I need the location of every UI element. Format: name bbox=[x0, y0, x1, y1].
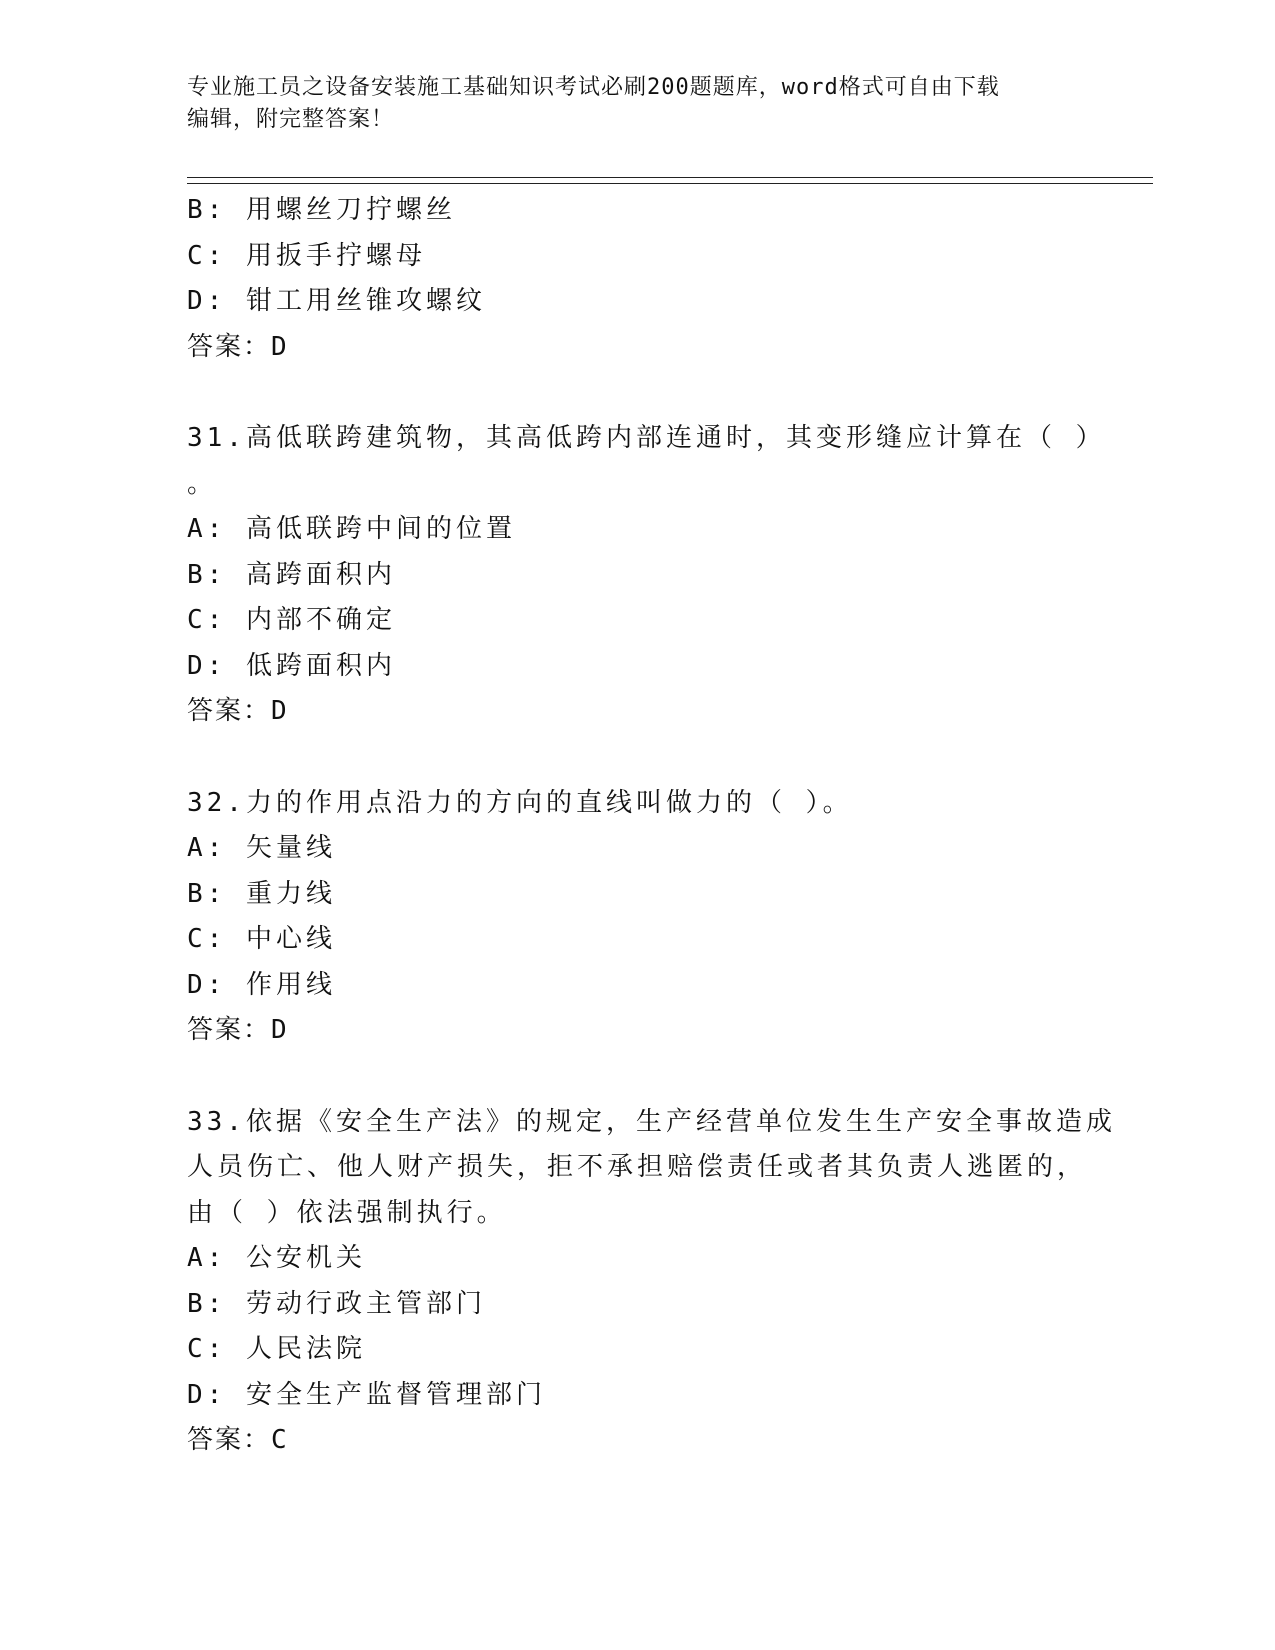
document-body bbox=[187, 188, 1116, 1464]
option-b: B: 重力线 bbox=[187, 878, 336, 909]
option-d: D: 作用线 bbox=[187, 969, 336, 1000]
option-b: B: 用螺丝刀拧螺丝 bbox=[187, 195, 456, 225]
option-c: C: 中心线 bbox=[187, 924, 336, 954]
question-text: 由（ ）依法强制执行。 bbox=[187, 1197, 507, 1228]
answer-line: 答案：D bbox=[187, 696, 289, 726]
option-d: D: 钳工用丝锥攻螺纹 bbox=[187, 286, 486, 316]
answer-line: 答案：C bbox=[187, 1425, 289, 1455]
option-c: C: 人民法院 bbox=[187, 1334, 366, 1364]
question-text: 人员伤亡、他人财产损失，拒不承担赔偿责任或者其负责人逃匿的， bbox=[187, 1152, 1088, 1182]
question-31 bbox=[187, 416, 1106, 735]
answer-line: 答案：D bbox=[187, 331, 289, 362]
option-c: C: 内部不确定 bbox=[187, 605, 396, 635]
question-text: 32.力的作用点沿力的方向的直线叫做力的（ ）。 bbox=[187, 787, 853, 818]
question-30-continued bbox=[187, 188, 1087, 370]
option-d: D: 安全生产监督管理部门 bbox=[187, 1379, 546, 1410]
header-line-2: 编辑，附完整答案！ bbox=[187, 107, 395, 132]
question-33 bbox=[187, 1100, 1116, 1464]
option-a: A: 高低联跨中间的位置 bbox=[187, 514, 516, 544]
spacer bbox=[187, 370, 1087, 416]
document-header bbox=[187, 72, 1067, 136]
question-text: 。 bbox=[187, 468, 218, 499]
spacer bbox=[187, 735, 1087, 781]
spacer bbox=[187, 1054, 1087, 1100]
answer-line: 答案：D bbox=[187, 1015, 289, 1045]
option-c: C: 用扳手拧螺母 bbox=[187, 240, 426, 271]
question-text: 31.高低联跨建筑物，其高低跨内部连通时，其变形缝应计算在（ ） bbox=[187, 423, 1106, 453]
header-divider-top bbox=[187, 177, 1153, 178]
option-b: B: 高跨面积内 bbox=[187, 559, 396, 590]
header-line-1: 专业施工员之设备安装施工基础知识考试必刷200题题库，word格式可自由下载 bbox=[187, 75, 1000, 100]
header-divider-bottom bbox=[187, 183, 1153, 184]
question-text: 33.依据《安全生产法》的规定，生产经营单位发生生产安全事故造成 bbox=[187, 1106, 1116, 1137]
option-a: A: 公安机关 bbox=[187, 1243, 366, 1273]
option-d: D: 低跨面积内 bbox=[187, 650, 396, 681]
option-a: A: 矢量线 bbox=[187, 833, 336, 863]
option-b: B: 劳动行政主管部门 bbox=[187, 1288, 486, 1319]
question-32 bbox=[187, 781, 1087, 1054]
